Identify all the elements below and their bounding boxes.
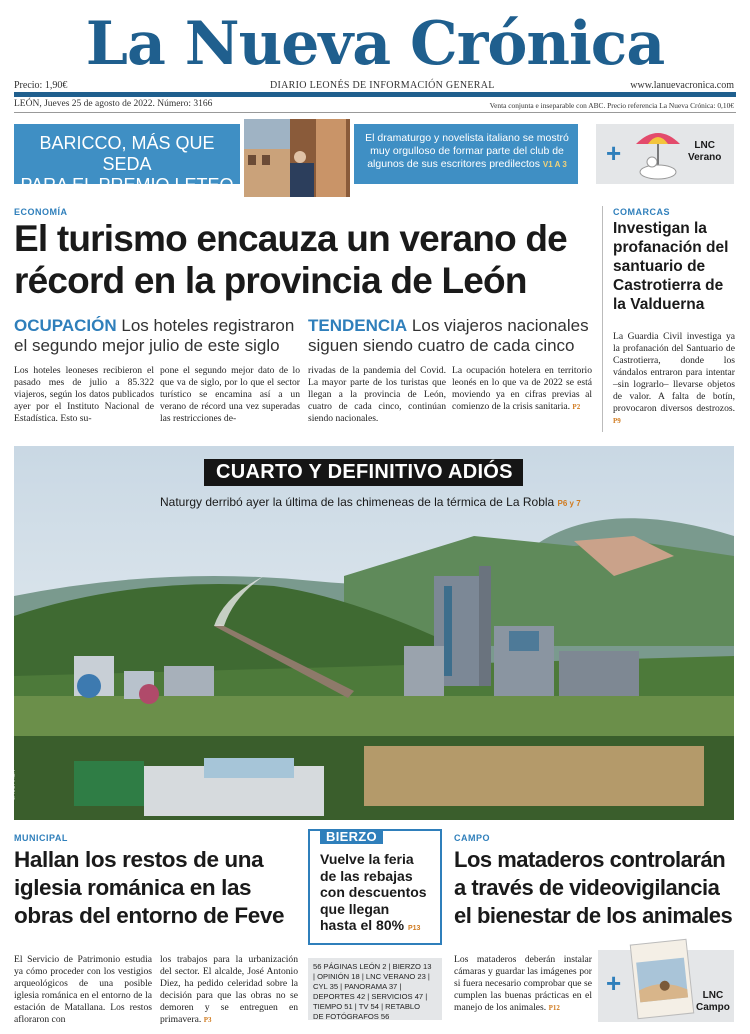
lead-col-4-text: La ocupación hotelera en territorio leonés en lo que va de 2022 se está moviendo ya en cifras previas al comienzo de la crisis sanitaria. [452, 365, 592, 412]
sub1-line1: Los hoteles registraron [121, 316, 295, 335]
lead-headline-line2: récord en la provincia de León [14, 260, 527, 301]
bierzo-line1: Vuelve la feria [320, 851, 414, 867]
sidebar-body [613, 331, 735, 427]
sidebar-headline-line4: Castrotierra de [613, 277, 724, 294]
sub2-line1: Los viajeros nacionales [411, 316, 589, 335]
photo-caption [160, 495, 581, 509]
teaser-baricco[interactable] [14, 124, 240, 195]
teaser-desc-line1: El dramaturgo y novelista italiano se mostró [365, 132, 569, 144]
magazine-cover-icon [630, 939, 693, 1018]
photo-title: CUARTO Y DEFINITIVO ADIÓS [204, 459, 523, 486]
photo-credit: SAÚL ARÉN [10, 769, 17, 801]
lnc-verano-line2: Verano [688, 152, 722, 163]
bierzo-line5: hasta el 80% [320, 917, 405, 933]
teaser-description[interactable] [354, 124, 578, 184]
municipal-headline-line3: obras del entorno de Feve [14, 903, 285, 928]
lnc-campo-promo[interactable] [598, 950, 734, 1022]
sidebar-body-text: La Guardia Civil investiga ya la profanación del Santuario de Castrotierra, donde los vándalos entraron para intentar –sin lograrlo– llevarse objetos de valor. A falta de botín, provocaron diversos destrozos. [613, 331, 735, 414]
campo-headline-line2: a través de videovigilancia [454, 875, 720, 900]
lnc-verano-promo[interactable] [596, 124, 734, 184]
umbrella-icon [632, 126, 684, 182]
teaser-desc-ref: V1 A 3 [542, 160, 567, 169]
page-index [308, 958, 442, 1020]
index-line4: DEPORTES 42 | SERVICIOS 47 | [313, 992, 428, 1001]
photo-caption-text: Naturgy derribó ayer la última de las chimeneas de la térmica de La Robla [160, 495, 555, 509]
municipal-col-2 [160, 954, 298, 1026]
lead-col-4 [452, 365, 592, 413]
divider [14, 112, 736, 113]
municipal-col-1: El Servicio de Patrimonio estudia ya cómo proceder con los vestigios arqueológicos de una posible iglesia románica en el entorno de la estación de Matallana. Los restos afloraron con [14, 954, 152, 1025]
bierzo-line2: de las rebajas [320, 867, 413, 884]
sub1-kicker: OCUPACIÓN [14, 316, 117, 335]
bierzo-line3: con descuentos [320, 884, 427, 900]
sale-note: Venta conjunta e inseparable con ABC. Precio referencia La Nueva Crónica: 0,10€ [489, 101, 734, 110]
sidebar-section: COMARCAS [613, 207, 670, 217]
bierzo-box[interactable] [308, 829, 442, 945]
plus-icon: + [606, 138, 622, 168]
index-line3: CYL 35 | PANORAMA 37 | [313, 982, 402, 991]
plus-icon: + [606, 968, 622, 998]
campo-body [454, 954, 592, 1014]
price: Precio: 1,90€ [14, 80, 68, 91]
lead-col-2: pone el segundo mejor dato de lo que va de siglo, por lo que el sector turístico se encamina así a un verano de récord una vez superadas las restricciones de- [160, 365, 300, 424]
lead-headline[interactable] [14, 218, 567, 302]
lead-subhead-tendencia [308, 316, 598, 356]
index-line1: 56 PÁGINAS LEÓN 2 | BIERZO 13 [313, 962, 432, 971]
municipal-section: MUNICIPAL [14, 833, 68, 843]
sidebar-headline[interactable] [613, 219, 737, 314]
sidebar-divider [602, 206, 603, 432]
teaser-headline-line2: PARA EL PREMIO LETEO [20, 175, 234, 195]
lead-headline-line1: El turismo encauza un verano de [14, 218, 567, 259]
lead-col-3: rivadas de la pandemia del Covid. La mayor parte de los turistas que llegan a la provincia de León, cuatro de cada cinco, continúan siendo nacionales. [308, 365, 446, 424]
teaser-desc-line2: muy orgulloso de formar parte del club de [370, 145, 564, 157]
bierzo-ref: P13 [407, 925, 421, 932]
municipal-col-2-text: los trabajos para la urbanización del sector. El alcalde, José Antonio Diez, ha pedido celeridad sobre la decisión para que las obras no se demoren y se entreguen en primavera. [160, 954, 298, 1025]
campo-headline[interactable] [454, 846, 738, 930]
newspaper-title: La Nueva Crónica [85, 9, 665, 79]
teaser-photo [244, 119, 350, 197]
masthead-rule [14, 92, 736, 97]
sub1-line2: el segundo mejor julio de este siglo [14, 336, 280, 355]
dateline: LEÓN, Jueves 25 de agosto de 2022. Número: 3166 [14, 99, 213, 109]
lnc-campo-line2: Campo [696, 1002, 730, 1013]
lead-col-4-ref: P2 [572, 403, 581, 411]
campo-body-text: Los mataderos deberán instalar cámaras y guardar las imágenes por si fuera necesario comprobar que se cumplen las buenas prácticas en el manejo de los animales. [454, 954, 592, 1013]
campo-ref: P12 [548, 1004, 560, 1012]
website-link[interactable]: www.lanuevacronica.com [630, 80, 734, 91]
sidebar-headline-line5: la Valduerna [613, 296, 705, 313]
lead-section: ECONOMÍA [14, 207, 68, 217]
municipal-headline[interactable] [14, 846, 304, 930]
tagline: DIARIO LEONÉS DE INFORMACIÓN GENERAL [270, 80, 495, 91]
teaser-desc-line3: algunos de sus escritores predilectos [367, 158, 540, 170]
municipal-headline-line2: iglesia románica en las [14, 875, 252, 900]
lead-subhead-ocupacion [14, 316, 304, 356]
bierzo-headline [320, 851, 438, 938]
index-line5: TIEMPO 51 | TV 54 | RETABLO [313, 1002, 421, 1011]
campo-section: CAMPO [454, 833, 490, 843]
lnc-campo-line1: LNC [702, 990, 724, 1001]
bierzo-label: BIERZO [320, 829, 383, 844]
municipal-col-2-ref: P3 [203, 1016, 212, 1024]
campo-headline-line3: el bienestar de los animales [454, 903, 733, 928]
sub2-line2: siguen siendo cuatro de cada cinco [308, 336, 575, 355]
bierzo-line4: que llegan [320, 900, 390, 917]
sidebar-headline-line1: Investigan la [613, 220, 707, 237]
index-line6: DE FOTÓGRAFOS 56 [313, 1012, 390, 1021]
main-photo [10, 446, 734, 820]
teaser-headline-line1: BARICCO, MÁS QUE SEDA [39, 133, 215, 174]
sub2-kicker: TENDENCIA [308, 316, 408, 335]
index-line2: | OPINIÓN 18 | LNC VERANO 23 | [313, 972, 430, 981]
municipal-headline-line1: Hallan los restos de una [14, 847, 264, 872]
campo-headline-line1: Los mataderos controlarán [454, 847, 726, 872]
sidebar-headline-line3: santuario de [613, 258, 706, 275]
lnc-verano-line1: LNC [694, 140, 715, 151]
sidebar-ref: P9 [613, 417, 621, 425]
photo-caption-ref: P6 y 7 [557, 499, 581, 508]
sidebar-headline-line2: profanación del [613, 239, 729, 256]
masthead [0, 0, 750, 80]
lead-col-1: Los hoteles leoneses recibieron el pasado mes de julio a 85.322 viajeros, según los datos publicados ayer por el Instituto Nacional de Estadística. Esto su- [14, 365, 154, 424]
